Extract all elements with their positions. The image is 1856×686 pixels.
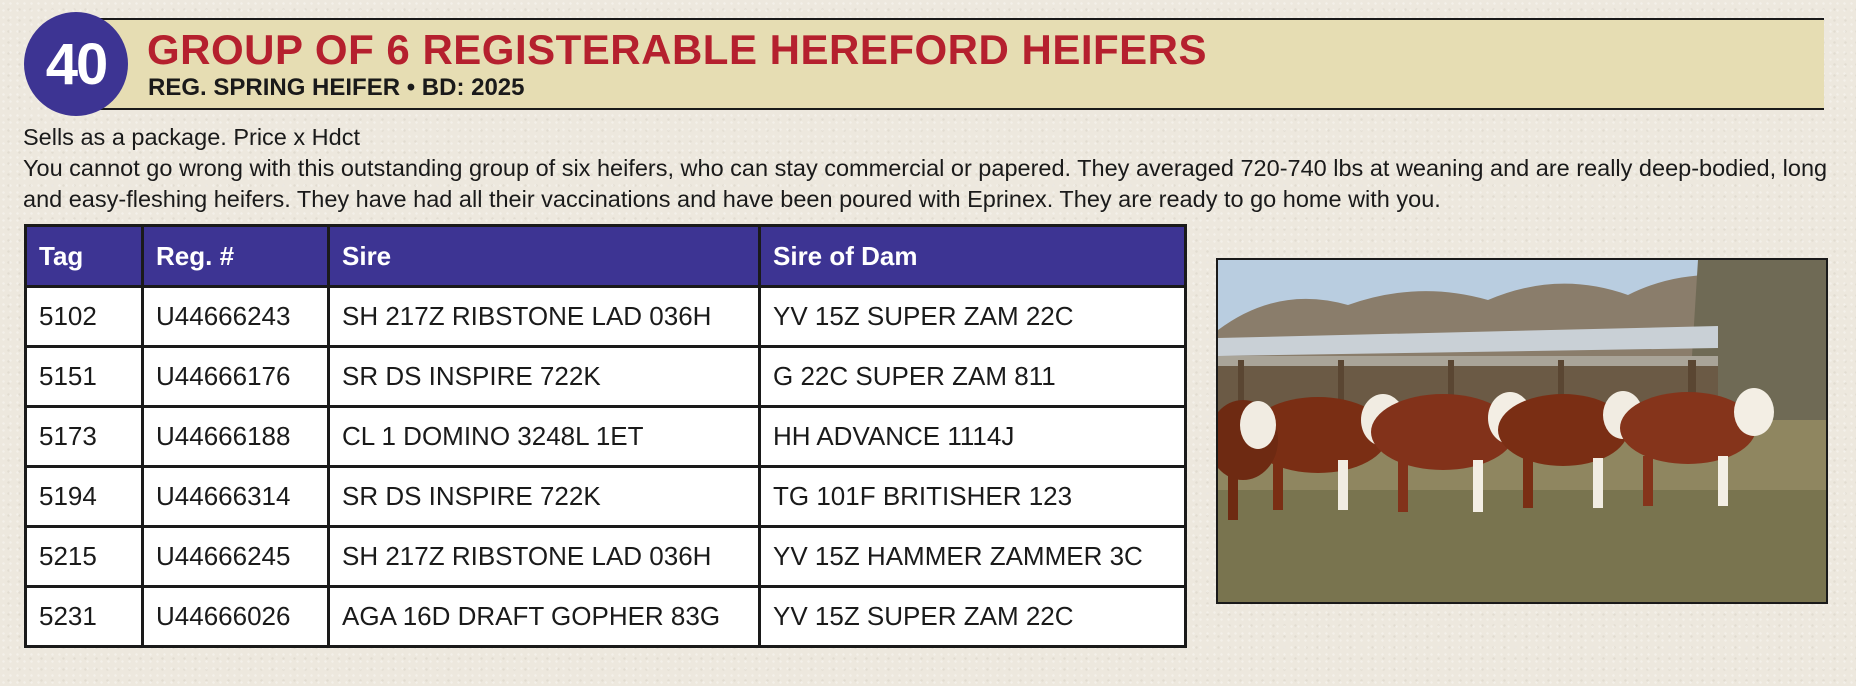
table-row [26, 467, 1186, 527]
description-body: You cannot go wrong with this outstanding group of six heifers, who can stay commercial or papered. They averaged 720-740 lbs at weaning and are really deep-bodied, long and easy-fleshing heifers. They have had all their vaccinations and have been poured with Eprinex. They are ready to go home with you. [23, 155, 1828, 212]
cell-tag: 5215 [26, 527, 143, 587]
table-row [26, 587, 1186, 647]
cell-sire: SH 217Z RIBSTONE LAD 036H [329, 287, 760, 347]
cell-reg: U44666314 [143, 467, 329, 527]
header-reg: Reg. # [143, 226, 329, 287]
cell-reg: U44666026 [143, 587, 329, 647]
cell-sire: SR DS INSPIRE 722K [329, 467, 760, 527]
table-header-row [26, 226, 1186, 287]
pedigree-table [24, 224, 1187, 648]
header-sire: Sire [329, 226, 760, 287]
table-row [26, 527, 1186, 587]
package-note: Sells as a package. Price x Hdct [23, 124, 360, 150]
header-sire-of-dam: Sire of Dam [760, 226, 1186, 287]
lot-subtitle: REG. SPRING HEIFER • BD: 2025 [148, 74, 525, 101]
lot-number-badge: 40 [24, 12, 128, 116]
cell-tag: 5231 [26, 587, 143, 647]
cell-sire-of-dam: YV 15Z SUPER ZAM 22C [760, 287, 1186, 347]
cell-sire-of-dam: YV 15Z HAMMER ZAMMER 3C [760, 527, 1186, 587]
cell-sire: CL 1 DOMINO 3248L 1ET [329, 407, 760, 467]
cell-reg: U44666176 [143, 347, 329, 407]
cell-sire: SR DS INSPIRE 722K [329, 347, 760, 407]
table-row [26, 287, 1186, 347]
cell-sire-of-dam: HH ADVANCE 1114J [760, 407, 1186, 467]
cell-reg: U44666245 [143, 527, 329, 587]
header-tag: Tag [26, 226, 143, 287]
table-row [26, 347, 1186, 407]
table-row [26, 407, 1186, 467]
cell-sire-of-dam: TG 101F BRITISHER 123 [760, 467, 1186, 527]
cell-reg: U44666243 [143, 287, 329, 347]
cell-sire-of-dam: G 22C SUPER ZAM 811 [760, 347, 1186, 407]
cell-sire: AGA 16D DRAFT GOPHER 83G [329, 587, 760, 647]
cell-tag: 5102 [26, 287, 143, 347]
cell-tag: 5151 [26, 347, 143, 407]
cell-sire-of-dam: YV 15Z SUPER ZAM 22C [760, 587, 1186, 647]
cell-tag: 5194 [26, 467, 143, 527]
lot-title: GROUP OF 6 REGISTERABLE HEREFORD HEIFERS [147, 26, 1208, 73]
cell-tag: 5173 [26, 407, 143, 467]
cell-sire: SH 217Z RIBSTONE LAD 036H [329, 527, 760, 587]
heifers-photo [1216, 258, 1828, 604]
lot-description [23, 122, 1833, 215]
cell-reg: U44666188 [143, 407, 329, 467]
